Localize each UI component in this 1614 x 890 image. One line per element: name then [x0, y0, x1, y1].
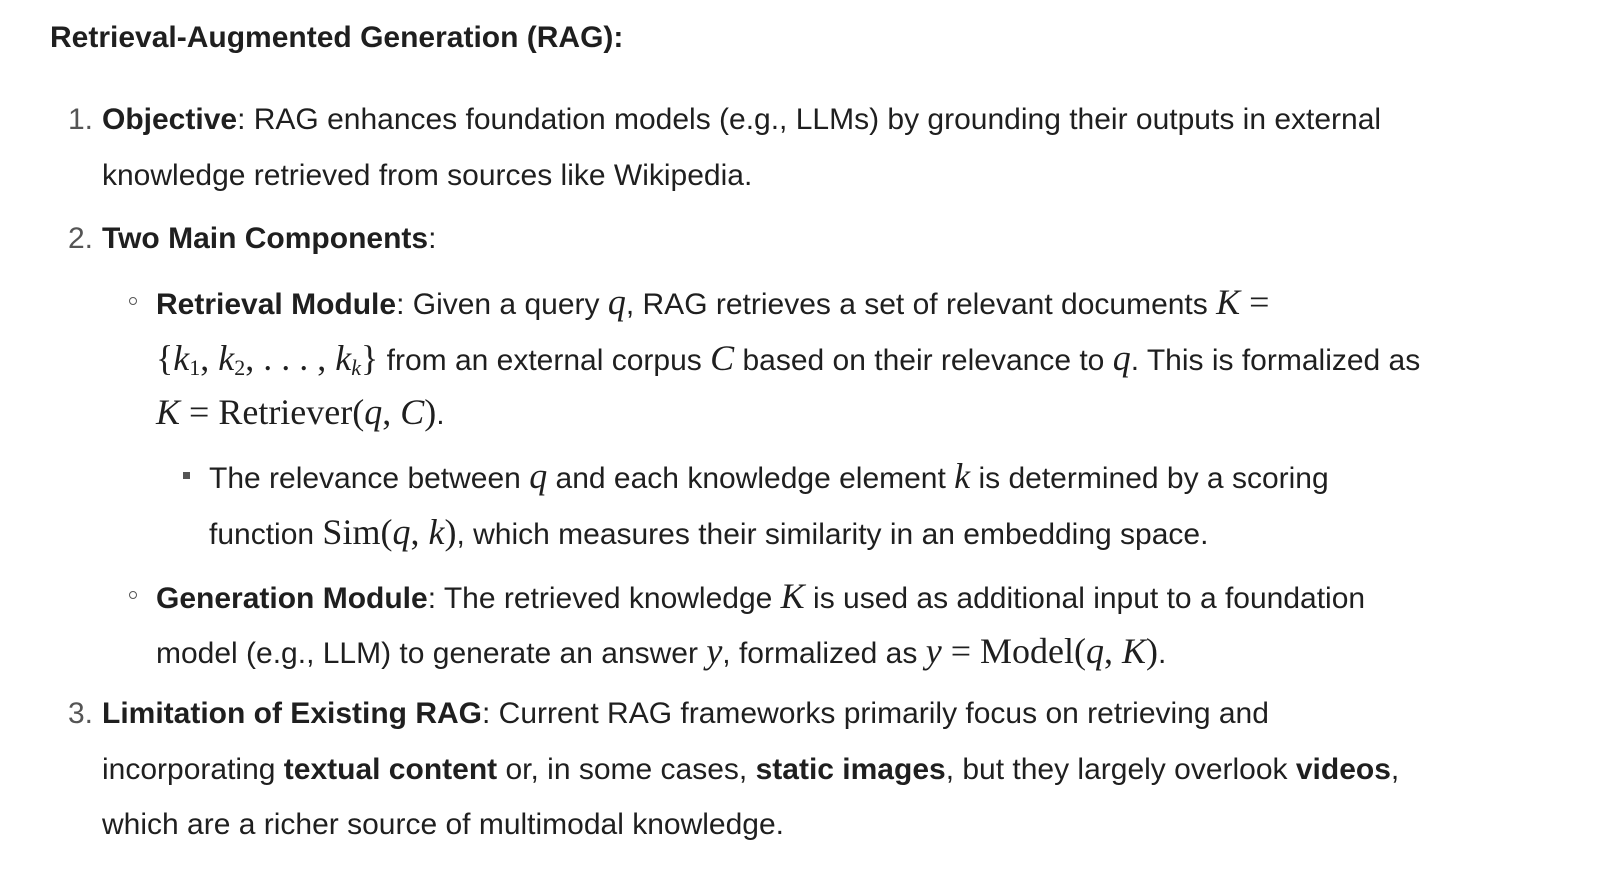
math-y: y: [706, 631, 723, 671]
math-comma-1: ,: [200, 338, 219, 378]
list-number-2: 2.: [68, 222, 94, 255]
generation-line-2: [156, 631, 1166, 674]
objective-text-1: : RAG enhances foundation models (e.g., LLMs) by grounding their outputs in external: [237, 103, 1382, 136]
math-K: K: [1216, 282, 1241, 322]
limitation-text-4: , but they largely overlook: [945, 753, 1296, 786]
generation-text-1: : The retrieved knowledge: [427, 582, 781, 615]
math-sim-q: q: [392, 512, 411, 552]
limitation-text-2: incorporating: [102, 753, 284, 786]
math-sim-k: k: [428, 512, 445, 552]
math-model-K: K: [1122, 631, 1147, 671]
limitation-bold-textual: textual content: [283, 753, 498, 786]
bullet-square-relevance: [183, 472, 190, 479]
list-number-1: 1.: [68, 103, 94, 136]
limitation-bold-videos: videos: [1295, 753, 1391, 786]
math-retriever-q: q: [364, 392, 383, 432]
retrieval-text-5: . This is formalized as: [1130, 344, 1421, 377]
math-sim-fn: Sim: [322, 512, 381, 552]
generation-line-1: [156, 576, 1365, 619]
limitation-text-3: or, in some cases,: [497, 753, 756, 786]
math-sim-open: (: [380, 512, 393, 552]
math-k-elem: k: [954, 456, 971, 496]
math-retriever-open: (: [352, 392, 365, 432]
relevance-line-2: [209, 512, 1208, 555]
math-retriever-fn: Retriever: [218, 392, 353, 432]
limitation-line-3: which are a richer source of multimodal knowledge.: [102, 808, 784, 841]
math-ellipsis: , . . . ,: [245, 338, 336, 378]
math-model-open: (: [1074, 631, 1087, 671]
retrieval-text-2: , RAG retrieves a set of relevant documents: [625, 288, 1217, 321]
limitation-title: Limitation of Existing RAG: [102, 697, 482, 730]
retrieval-text-3: from an external corpus: [378, 344, 711, 377]
math-model-fn: Model: [980, 631, 1075, 671]
limitation-line-2: [102, 750, 1399, 790]
math-set-open: {: [156, 338, 174, 378]
retrieval-line-2: [156, 338, 1420, 388]
components-colon: :: [428, 222, 437, 255]
relevance-text-4: function: [209, 518, 323, 551]
retrieval-line-3: [156, 392, 445, 435]
objective-line-1: [102, 100, 1381, 140]
math-q-3: q: [529, 456, 548, 496]
limitation-bold-images: static images: [755, 753, 946, 786]
math-retriever-eq: =: [180, 392, 219, 432]
math-kk: k: [335, 338, 352, 378]
components-title-line: [102, 219, 436, 259]
retrieval-title: Retrieval Module: [156, 288, 397, 321]
bullet-circle-generation: [129, 591, 137, 599]
math-retriever-close: ): [424, 392, 437, 432]
math-model-eq: =: [941, 631, 981, 671]
retrieval-text-4: based on their relevance to: [734, 344, 1113, 377]
generation-text-5: .: [1158, 637, 1167, 670]
math-q: q: [607, 282, 626, 322]
math-k1: k: [173, 338, 190, 378]
relevance-text-1: The relevance between: [209, 462, 530, 495]
list-number-3: 3.: [68, 697, 94, 730]
generation-text-4: , formalized as: [722, 637, 926, 670]
generation-text-2: is used as additional input to a foundation: [804, 582, 1366, 615]
retrieval-line-1: [156, 282, 1269, 325]
math-model-q: q: [1086, 631, 1105, 671]
math-model-sep: ,: [1104, 631, 1123, 671]
math-retriever-lhs: K: [156, 392, 181, 432]
relevance-line-1: [209, 456, 1329, 499]
math-sub-2: 2: [234, 355, 246, 380]
relevance-text-3: is determined by a scoring: [970, 462, 1329, 495]
limitation-text-5: ,: [1390, 753, 1400, 786]
relevance-text-5: , which measures their similarity in an embedding space.: [456, 518, 1209, 551]
math-y-2: y: [925, 631, 942, 671]
math-retriever-C: C: [400, 392, 425, 432]
math-q-2: q: [1112, 338, 1131, 378]
limitation-text-1: : Current RAG frameworks primarily focus on retrieving and: [482, 697, 1269, 730]
math-set-close: }: [361, 338, 379, 378]
retrieval-text-6: .: [436, 398, 445, 431]
components-title: Two Main Components: [102, 222, 429, 255]
bullet-circle-retrieval: [129, 297, 137, 305]
math-sub-k: k: [351, 355, 361, 380]
generation-text-3: model (e.g., LLM) to generate an answer: [156, 637, 707, 670]
math-model-close: ): [1146, 631, 1159, 671]
math-sub-1: 1: [189, 355, 201, 380]
math-C: C: [710, 338, 735, 378]
math-sim-sep: ,: [410, 512, 429, 552]
math-k2: k: [218, 338, 235, 378]
math-equals: =: [1240, 282, 1270, 322]
relevance-text-2: and each knowledge element: [547, 462, 955, 495]
document-heading: Retrieval-Augmented Generation (RAG):: [50, 21, 624, 54]
objective-line-2: knowledge retrieved from sources like Wikipedia.: [102, 159, 753, 192]
math-retriever-sep: ,: [382, 392, 401, 432]
retrieval-text-1: : Given a query: [396, 288, 608, 321]
math-sim-close: ): [444, 512, 457, 552]
math-K-2: K: [780, 576, 805, 616]
generation-title: Generation Module: [156, 582, 428, 615]
objective-title: Objective: [102, 103, 238, 136]
limitation-line-1: [102, 694, 1269, 734]
